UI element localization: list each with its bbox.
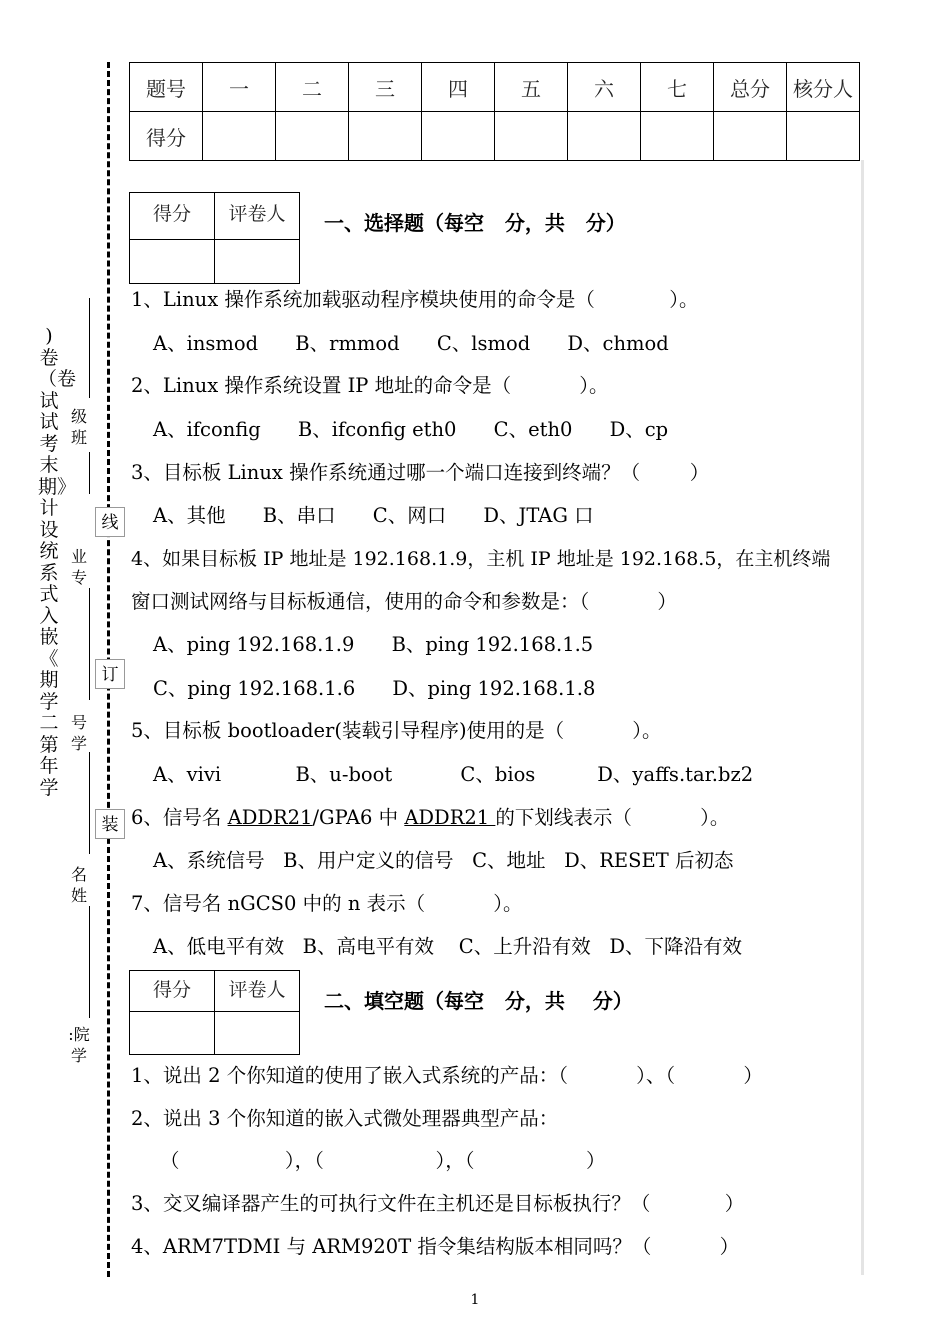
question-1-6-suffix: 的下划线表示（ ）。 bbox=[495, 806, 730, 829]
class-rule bbox=[89, 298, 90, 398]
score-cell bbox=[568, 112, 641, 161]
grader-score-cell bbox=[130, 240, 215, 284]
question-1-5: 5、目标板 bootloader(装载引导程序)使用的是（ ）。 bbox=[131, 719, 662, 742]
grader-score-label: 得分 bbox=[130, 971, 215, 1012]
student-id-rule bbox=[89, 752, 90, 854]
score-cell bbox=[787, 112, 860, 161]
score-cell bbox=[641, 112, 714, 161]
signal-name-underlined-2: ADDR21 bbox=[404, 806, 496, 829]
score-row-label: 得分 bbox=[130, 112, 203, 161]
question-1-7: 7、信号名 nGCS0 中的 n 表示（ ）。 bbox=[131, 892, 523, 915]
score-header-cell: 二 bbox=[276, 63, 349, 112]
grader-score-cell bbox=[130, 1012, 215, 1055]
score-table-score-row bbox=[130, 112, 860, 161]
score-cell bbox=[422, 112, 495, 161]
question-1-2: 2、Linux 操作系统设置 IP 地址的命令是（ ）。 bbox=[131, 374, 609, 397]
score-header-cell: 题号 bbox=[130, 63, 203, 112]
question-1-6-options: A、系统信号 B、用户定义的信号 C、地址 D、RESET 后初态 bbox=[153, 849, 734, 872]
question-1-1-options: A、insmod B、rmmod C、lsmod D、chmod bbox=[153, 332, 669, 355]
binder-mark-bind: 装 bbox=[95, 809, 125, 839]
score-header-cell: 一 bbox=[203, 63, 276, 112]
binder-mark-order: 订 bbox=[95, 659, 125, 689]
score-cell bbox=[714, 112, 787, 161]
question-2-2: 2、说出 3 个你知道的嵌入式微处理器典型产品： bbox=[131, 1107, 559, 1130]
major-rule bbox=[89, 588, 90, 700]
question-1-1: 1、Linux 操作系统加载驱动程序模块使用的命令是（ ）。 bbox=[131, 288, 699, 311]
score-header-cell: 六 bbox=[568, 63, 641, 112]
name-label: 名姓 bbox=[70, 865, 87, 905]
page-number: 1 bbox=[470, 1292, 480, 1308]
score-header-cell: 七 bbox=[641, 63, 714, 112]
score-header-cell: 三 bbox=[349, 63, 422, 112]
question-1-4-options-1: A、ping 192.168.1.9 B、ping 192.168.1.5 bbox=[153, 633, 594, 656]
name-rule bbox=[89, 906, 90, 1018]
signal-name-underlined: ADDR21 bbox=[227, 806, 313, 829]
score-header-cell: 四 bbox=[422, 63, 495, 112]
question-1-4-line-2: 窗口测试网络与目标板通信，使用的命令和参数是：（ ） bbox=[131, 590, 677, 613]
exam-title-vertical: )卷（卷试试考末期》计设统系式入嵌《 期学二第年学 bbox=[38, 325, 77, 799]
question-1-2-options: A、ifconfig B、ifconfig eth0 C、eth0 D、cp bbox=[153, 418, 669, 441]
class-rule-2 bbox=[89, 452, 90, 494]
score-table bbox=[129, 62, 860, 161]
class-label: 级班 bbox=[70, 407, 87, 447]
score-header-cell: 核分人 bbox=[787, 63, 860, 112]
major-label: 业专 bbox=[70, 547, 87, 587]
question-2-1: 1、说出 2 个你知道的使用了嵌入式系统的产品：（ ）、（ ） bbox=[131, 1064, 763, 1087]
question-1-3-options: A、其他 B、串口 C、网口 D、JTAG 口 bbox=[153, 504, 594, 527]
question-2-4: 4、ARM7TDMI 与 ARM920T 指令集结构版本相同吗？（ ） bbox=[131, 1235, 740, 1258]
grader-name-label: 评卷人 bbox=[215, 193, 300, 240]
section-1-title: 一、选择题（每空 分，共 分） bbox=[324, 211, 626, 235]
grader-box-1 bbox=[129, 192, 300, 284]
score-cell bbox=[349, 112, 422, 161]
grader-name-cell bbox=[215, 240, 300, 284]
question-1-5-options: A、vivi B、u-boot C、bios D、yaffs.tar.bz2 bbox=[153, 763, 754, 786]
question-1-4-options-2: C、ping 192.168.1.6 D、ping 192.168.1.8 bbox=[153, 677, 596, 700]
question-1-4-line-1: 4、如果目标板 IP 地址是 192.168.1.9，主机 IP 地址是 192.168.5，在主机终端 bbox=[131, 548, 831, 570]
college-label: :院学 bbox=[68, 1025, 90, 1065]
score-cell bbox=[203, 112, 276, 161]
question-2-2-blanks: （ ），（ ），（ ） bbox=[160, 1149, 606, 1172]
score-table-header-row bbox=[130, 63, 860, 112]
grader-name-cell bbox=[215, 1012, 300, 1055]
student-id-label: 号学 bbox=[70, 713, 87, 753]
section-2-title: 二、填空题（每空 分，共 分） bbox=[324, 989, 633, 1013]
question-1-6 bbox=[131, 806, 729, 830]
score-cell bbox=[495, 112, 568, 161]
question-2-3: 3、交叉编译器产生的可执行文件在主机还是目标板执行？（ ） bbox=[131, 1192, 745, 1215]
question-1-6-mid: /GPA6 中 bbox=[312, 806, 405, 829]
grader-name-label: 评卷人 bbox=[215, 971, 300, 1012]
question-1-6-prefix: 6、信号名 bbox=[131, 806, 228, 829]
grader-box-2 bbox=[129, 970, 300, 1055]
score-header-cell: 总分 bbox=[714, 63, 787, 112]
binder-mark-line: 线 bbox=[95, 507, 125, 537]
question-1-7-options: A、低电平有效 B、高电平有效 C、上升沿有效 D、下降沿有效 bbox=[153, 935, 742, 958]
score-cell bbox=[276, 112, 349, 161]
question-1-3: 3、目标板 Linux 操作系统通过哪一个端口连接到终端？（ ） bbox=[131, 461, 710, 484]
score-header-cell: 五 bbox=[495, 63, 568, 112]
grader-score-label: 得分 bbox=[130, 193, 215, 240]
page-edge-shadow bbox=[861, 160, 864, 1275]
